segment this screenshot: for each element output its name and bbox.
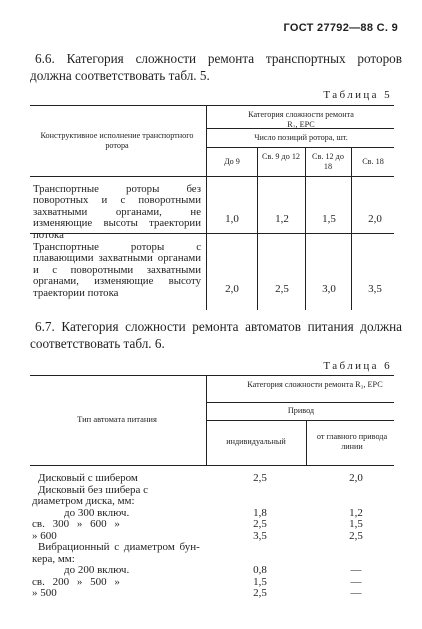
table-5-cell: 3,0 bbox=[322, 283, 336, 295]
table-5-cell: 1,0 bbox=[225, 213, 239, 225]
table-6-cell: — bbox=[350, 564, 362, 576]
table-6-subhead: от главного привода линии bbox=[316, 432, 388, 451]
table-5-head-rule bbox=[30, 176, 394, 177]
table-6-col-rule bbox=[306, 420, 307, 465]
table-6-row-label: диаметром диска, мм: bbox=[32, 495, 135, 507]
table-6-row-label: св. 200 » 500 » bbox=[32, 575, 120, 588]
table-6-subhead: индивидуальный bbox=[226, 437, 286, 446]
table-6-caption: Таблица 6 bbox=[323, 360, 392, 372]
table-6-cell: 0,8 bbox=[253, 564, 267, 576]
table-6-row-label: Дисковый без шибера с bbox=[38, 483, 149, 496]
table-5-rule bbox=[206, 147, 394, 148]
table-6-cell: 2,5 bbox=[349, 529, 363, 542]
table-5-cell: 1,2 bbox=[275, 213, 289, 225]
table-5-col-rule bbox=[206, 105, 207, 310]
table-5-cell: 2,0 bbox=[368, 213, 382, 225]
table-5-head-category: Категория сложности ремонта R₂, ЕРС bbox=[248, 110, 354, 129]
table-6-col-rule bbox=[206, 375, 207, 465]
table-6-cell: 2,5 bbox=[253, 472, 267, 484]
table-6-cell: — bbox=[350, 587, 362, 599]
table-5-cell: 1,5 bbox=[322, 213, 336, 225]
table-6-top-rule bbox=[30, 375, 394, 376]
table-6-cell: 1,5 bbox=[253, 575, 267, 588]
table-5-head-positions: Число позиций ротора, шт. bbox=[254, 133, 348, 142]
table-5-subhead: Св. 9 до 12 bbox=[261, 152, 301, 161]
table-6-rule bbox=[206, 420, 394, 421]
table-5-row-label: Транспортные роторы с плавающими захватными органами и с поворотными захватными органами, изменяющие высоту траектории потока bbox=[33, 241, 201, 299]
table-6-head-category: Категория сложности ремонта R₃, ЕРС bbox=[247, 380, 383, 389]
table-5-col-rule bbox=[351, 147, 352, 310]
table-6-cell: 2,5 bbox=[253, 587, 267, 599]
table-6-row-label: до 200 включ. bbox=[64, 564, 130, 576]
table-6-head-rule bbox=[30, 465, 394, 466]
table-6-row-label: св. 300 » 600 » bbox=[32, 518, 120, 530]
table-6-row-label: » 500 bbox=[32, 587, 57, 599]
table-5-subhead: Св. 18 bbox=[362, 157, 384, 166]
table-5-cell: 2,5 bbox=[275, 283, 289, 295]
table-6-row-label: » 600 bbox=[32, 529, 57, 542]
table-5-cell: 2,0 bbox=[225, 283, 239, 295]
table-6-row-label: Вибрационный с диаметром бун- bbox=[38, 541, 200, 553]
table-6-cell: 1,8 bbox=[253, 506, 267, 519]
table-5-col-rule bbox=[257, 147, 258, 310]
table-6-row-label: до 300 включ. bbox=[64, 506, 130, 519]
table-5-caption: Таблица 5 bbox=[323, 89, 392, 101]
table-6-row-label: Дисковый с шибером bbox=[38, 472, 138, 484]
table-6-cell: 2,0 bbox=[349, 472, 363, 484]
table-6-head-type: Тип автомата питания bbox=[77, 414, 157, 424]
table-6-cell: 3,5 bbox=[253, 529, 267, 542]
table-5-head-feature: Конструктивное исполнение транспортного ротора bbox=[40, 131, 194, 150]
table-6-cell: 1,5 bbox=[349, 518, 363, 530]
table-6-cell: 2,5 bbox=[253, 518, 267, 530]
table-6-rule bbox=[206, 402, 394, 403]
table-5-cell: 3,5 bbox=[368, 283, 382, 295]
table-6-cell: — bbox=[350, 575, 362, 588]
table-5-subhead: До 9 bbox=[224, 157, 240, 166]
table-5-subhead: Св. 12 до 18 bbox=[312, 152, 344, 171]
page-header: ГОСТ 27792—88 С. 9 bbox=[283, 22, 398, 34]
table-5-top-rule bbox=[30, 105, 394, 106]
table-6-cell: 1,2 bbox=[349, 506, 363, 519]
table-6-head-drive: Привод bbox=[287, 406, 315, 415]
table-5-row-label: Транспортные роторы без поворотных и с поворотными захватными органами, не изменяющие высоты траектории потока bbox=[33, 183, 201, 241]
paragraph-6-7: 6.7. Категория сложности ремонта автоматов питания должна соответствовать табл. 6. bbox=[30, 319, 402, 351]
table-5-col-rule bbox=[305, 147, 306, 310]
table-6-row-label: кера, мм: bbox=[32, 552, 75, 565]
paragraph-6-6: 6.6. Категория сложности ремонта транспортных роторов должна соответствовать табл. 5. bbox=[30, 51, 402, 83]
